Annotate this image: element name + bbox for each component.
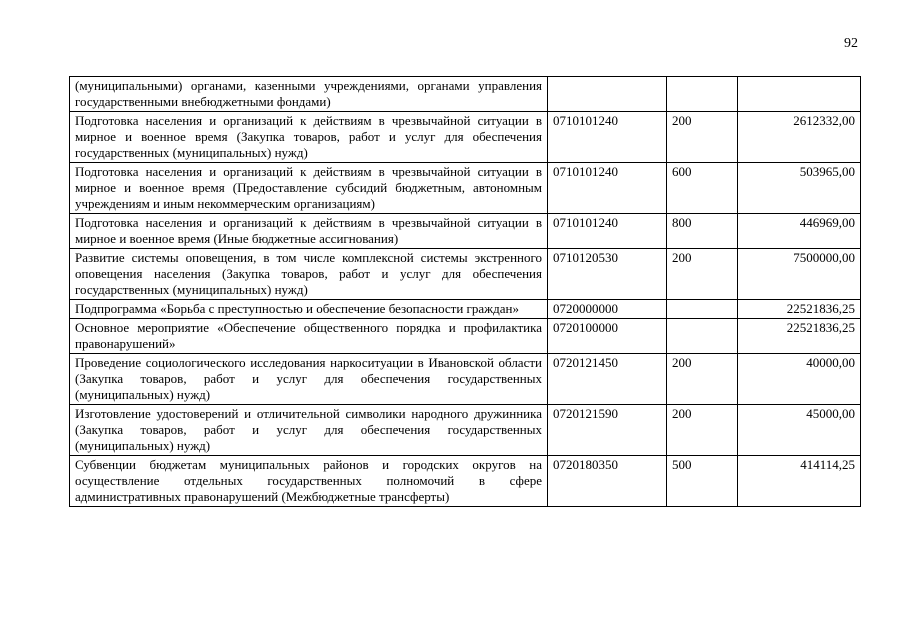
table-row (70, 300, 861, 319)
cell-expense-type (667, 300, 738, 319)
cell-amount: 414114,25 (738, 456, 861, 507)
table-row (70, 319, 861, 354)
cell-amount: 45000,00 (738, 405, 861, 456)
table-row (70, 405, 861, 456)
cell-target-article: 0710101240 (548, 214, 667, 249)
cell-expense-type: 200 (667, 112, 738, 163)
cell-target-article: 0720000000 (548, 300, 667, 319)
cell-amount (738, 77, 861, 112)
cell-expense-type: 200 (667, 405, 738, 456)
cell-name: Развитие системы оповещения, в том числе комплексной системы экстренного оповещения населения (Закупка товаров, работ и услуг для обеспечения государственных (муниципальных) нужд) (70, 249, 548, 300)
cell-amount: 2612332,00 (738, 112, 861, 163)
cell-expense-type (667, 77, 738, 112)
cell-target-article: 0710101240 (548, 163, 667, 214)
cell-expense-type (667, 319, 738, 354)
budget-table (69, 76, 861, 507)
cell-amount: 503965,00 (738, 163, 861, 214)
cell-name: Подготовка населения и организаций к действиям в чрезвычайной ситуации в мирное и военное время (Закупка товаров, работ и услуг для обеспечения государственных (муниципальных) нужд) (70, 112, 548, 163)
cell-name: Подпрограмма «Борьба с преступностью и обеспечение безопасности граждан» (70, 300, 548, 319)
table-row (70, 249, 861, 300)
cell-name: Подготовка населения и организаций к действиям в чрезвычайной ситуации в мирное и военное время (Предоставление субсидий бюджетным, автономным учреждениям и иным некоммерческим организациям) (70, 163, 548, 214)
cell-expense-type: 200 (667, 354, 738, 405)
cell-name: Подготовка населения и организаций к действиям в чрезвычайной ситуации в мирное и военное время (Иные бюджетные ассигнования) (70, 214, 548, 249)
cell-expense-type: 500 (667, 456, 738, 507)
cell-name: Проведение социологического исследования наркоситуации в Ивановской области (Закупка товаров, работ и услуг для обеспечения государственных (муниципальных) нужд) (70, 354, 548, 405)
cell-target-article: 0710120530 (548, 249, 667, 300)
cell-target-article: 0720121450 (548, 354, 667, 405)
cell-name: Изготовление удостоверений и отличительной символики народного дружинника (Закупка товаров, работ и услуг для обеспечения государственных (муниципальных) нужд) (70, 405, 548, 456)
cell-target-article (548, 77, 667, 112)
table-row (70, 354, 861, 405)
cell-amount: 40000,00 (738, 354, 861, 405)
cell-amount: 22521836,25 (738, 319, 861, 354)
table-row (70, 456, 861, 507)
table-row (70, 77, 861, 112)
cell-expense-type: 200 (667, 249, 738, 300)
cell-target-article: 0720100000 (548, 319, 667, 354)
table-row (70, 112, 861, 163)
cell-amount: 22521836,25 (738, 300, 861, 319)
cell-name: Субвенции бюджетам муниципальных районов и городских округов на осуществление отдельных государственных полномочий в сфере административных правонарушений (Межбюджетные трансферты) (70, 456, 548, 507)
cell-amount: 7500000,00 (738, 249, 861, 300)
cell-name: Основное мероприятие «Обеспечение общественного порядка и профилактика правонарушений» (70, 319, 548, 354)
cell-name: (муниципальными) органами, казенными учреждениями, органами управления государственными внебюджетными фондами) (70, 77, 548, 112)
cell-expense-type: 800 (667, 214, 738, 249)
cell-target-article: 0710101240 (548, 112, 667, 163)
cell-expense-type: 600 (667, 163, 738, 214)
cell-target-article: 0720121590 (548, 405, 667, 456)
budget-table-body (70, 77, 861, 507)
page-number: 92 (844, 36, 858, 51)
table-row (70, 163, 861, 214)
cell-amount: 446969,00 (738, 214, 861, 249)
cell-target-article: 0720180350 (548, 456, 667, 507)
table-row (70, 214, 861, 249)
